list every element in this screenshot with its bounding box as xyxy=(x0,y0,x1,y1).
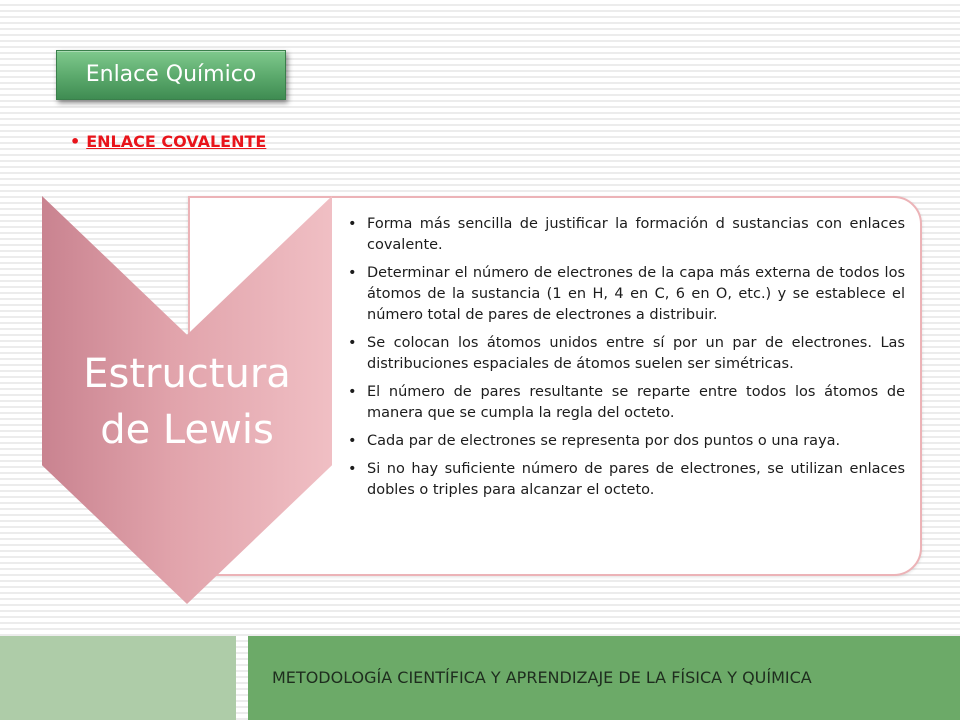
bullet-dot: • xyxy=(348,335,357,351)
slide-title: Enlace Químico xyxy=(56,50,286,100)
chevron-label-line-2: de Lewis xyxy=(100,407,274,453)
bullet-dot: • xyxy=(348,433,357,449)
list-item-text: Si no hay suficiente número de pares de electrones, se utilizan enlaces dobles o triples para alcanzar el octeto. xyxy=(367,461,905,498)
list-item-text: Cada par de electrones se representa por dos puntos o una raya. xyxy=(367,433,841,449)
section-heading xyxy=(70,132,266,151)
list-item-text: Forma más sencilla de justificar la formación d sustancias con enlaces covalente. xyxy=(367,216,905,253)
chevron-label-line-1: Estructura xyxy=(83,351,291,397)
list-item xyxy=(348,214,905,256)
bullet-dot: • xyxy=(348,384,357,400)
list-item-text: Se colocan los átomos unidos entre sí por un par de electrones. Las distribuciones espaciales de átomos suelen ser simétricas. xyxy=(367,335,905,372)
bullet-dot: • xyxy=(348,265,357,281)
bullet-list xyxy=(348,214,905,508)
list-item-text: El número de pares resultante se reparte entre todos los átomos de manera que se cumpla la regla del octeto. xyxy=(367,384,905,421)
bullet-dot: • xyxy=(348,216,357,232)
footer-accent-block xyxy=(0,636,236,720)
footer-text: METODOLOGÍA CIENTÍFICA Y APRENDIZAJE DE LA FÍSICA Y QUÍMICA xyxy=(272,668,812,687)
list-item-text: Determinar el número de electrones de la capa más externa de todos los átomos de la sustancia (1 en H, 4 en C, 6 en O, etc.) y se establece el número total de pares de electrones a distribuir. xyxy=(367,265,905,323)
list-item xyxy=(348,459,905,501)
list-item xyxy=(348,333,905,375)
bullet-dot: • xyxy=(348,461,357,477)
section-heading-label: ENLACE COVALENTE xyxy=(86,132,267,151)
bullet-marker: • xyxy=(70,132,81,151)
list-item xyxy=(348,382,905,424)
chevron-label xyxy=(42,346,332,458)
list-item xyxy=(348,263,905,326)
list-item xyxy=(348,431,905,452)
